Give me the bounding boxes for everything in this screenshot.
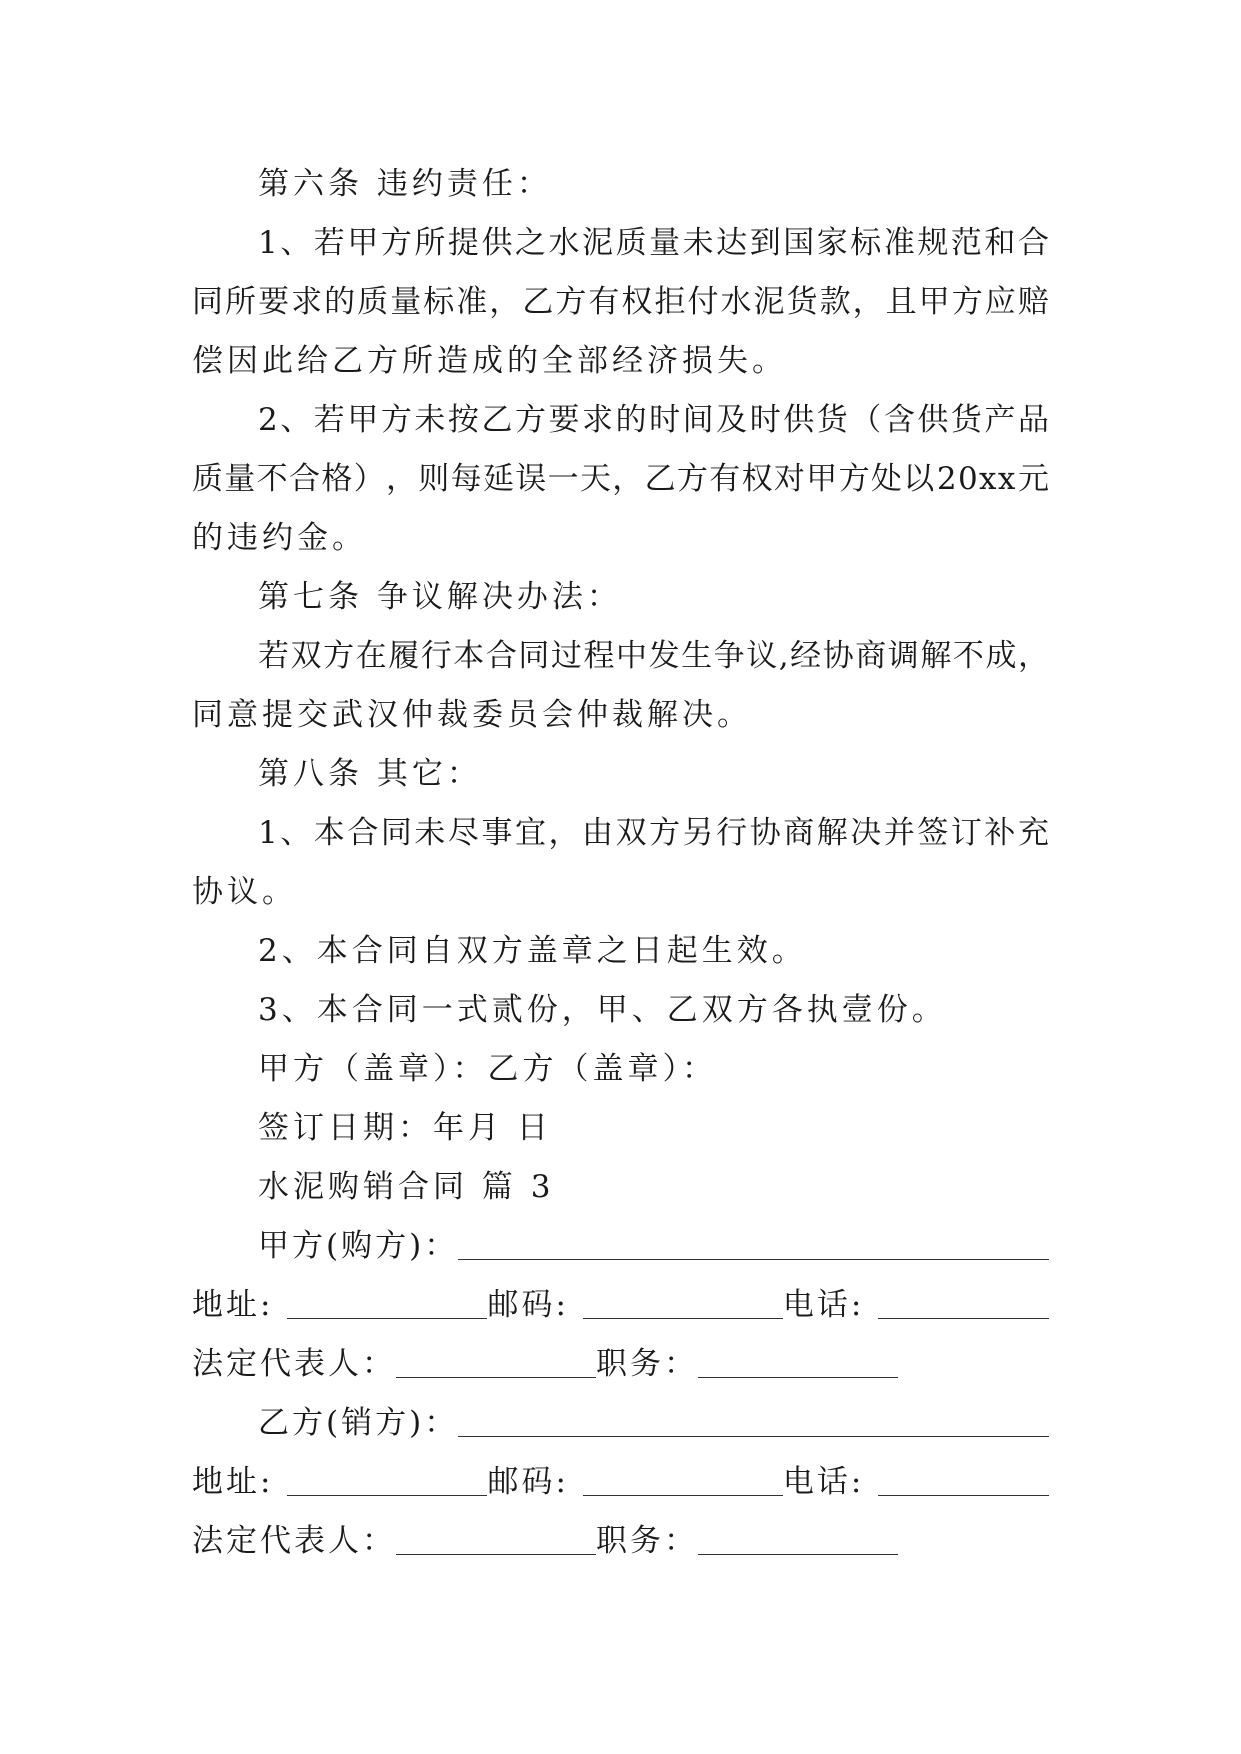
char: x: [997, 461, 1016, 497]
char: 、: [280, 402, 312, 438]
party-b-name-row: [192, 1394, 1049, 1453]
char: 到: [749, 225, 781, 261]
char: 协: [749, 815, 781, 851]
char: 合: [1017, 225, 1049, 261]
char: 、: [280, 815, 312, 851]
char: 规: [917, 225, 949, 261]
char: 、: [280, 225, 312, 261]
char: x: [979, 461, 997, 497]
char: 方: [838, 461, 870, 497]
char: 生: [681, 638, 713, 674]
char: 发: [648, 638, 680, 674]
contract-page: [192, 155, 1049, 1571]
char: 方: [951, 284, 983, 320]
char: 元: [1017, 461, 1049, 497]
char: 在: [355, 638, 387, 674]
char: 未: [682, 225, 714, 261]
char: 泥: [753, 284, 785, 320]
char: 补: [984, 815, 1016, 851]
article8-item1-line1: [192, 804, 1049, 863]
char: 之: [514, 225, 546, 261]
party-a-postcode-field[interactable]: [583, 1288, 783, 1319]
char: 商: [855, 638, 887, 674]
party-a-address-label: 地址:: [192, 1287, 274, 1323]
char: 方: [649, 815, 681, 851]
char: 方: [380, 225, 412, 261]
char: 方: [555, 284, 587, 320]
char: 本: [313, 815, 345, 851]
char: 中: [616, 638, 648, 674]
char: 经: [790, 638, 822, 674]
char: 时: [749, 402, 781, 438]
signature-date-line: 签订日期：年月 日: [258, 1110, 552, 1146]
party-b-rep-label: 法定代表人：: [192, 1523, 396, 1559]
char: ，: [548, 815, 580, 851]
char: 甲: [347, 402, 379, 438]
char: 供: [783, 402, 815, 438]
char: 若: [258, 638, 289, 674]
party-a-position-label: 职务：: [596, 1346, 698, 1382]
char: 间: [682, 402, 714, 438]
char: 并: [883, 815, 915, 851]
char: 同: [192, 284, 223, 320]
char: 所: [414, 225, 446, 261]
char: ）: [353, 461, 385, 497]
char: 2: [258, 402, 278, 438]
char: 商: [783, 815, 815, 851]
char: 有: [709, 461, 741, 497]
article7-body-line2: 同意提交武汉仲裁委员会仲裁解决。: [192, 697, 752, 733]
char: 0: [957, 461, 978, 497]
char: 权: [621, 284, 653, 320]
char: 乙: [481, 402, 513, 438]
char: 履: [388, 638, 420, 674]
char: 行: [420, 638, 452, 674]
char: 宜: [514, 815, 546, 851]
char: 由: [582, 815, 614, 851]
party-a-rep-label: 法定代表人：: [192, 1346, 396, 1382]
char: 行: [716, 815, 748, 851]
char: 的: [324, 284, 356, 320]
char: 标: [850, 225, 882, 261]
party-a-rep-field[interactable]: [396, 1347, 596, 1378]
party-a-name-row: [192, 1217, 1049, 1276]
article8-title: 第八条 其它：: [258, 756, 482, 792]
char: 充: [1017, 815, 1049, 851]
party-b-address-field[interactable]: [287, 1465, 487, 1496]
char: 的: [615, 402, 647, 438]
char: 延: [482, 461, 514, 497]
char: 量: [390, 284, 422, 320]
char: 过: [550, 638, 582, 674]
char: 1: [258, 225, 278, 261]
party-b-name-label: 乙方(销方)：: [258, 1405, 459, 1441]
char: 未: [414, 815, 446, 851]
char: 权: [741, 461, 773, 497]
char: 付: [687, 284, 719, 320]
char: 国: [783, 225, 815, 261]
char: 时: [649, 402, 681, 438]
char: 要: [258, 284, 290, 320]
char: ，: [852, 284, 884, 320]
char: 提: [447, 225, 479, 261]
party-b-phone-field[interactable]: [878, 1465, 1049, 1496]
char: 另: [682, 815, 714, 851]
char: 水: [548, 225, 580, 261]
char: 尽: [447, 815, 479, 851]
char: 产: [984, 402, 1016, 438]
char: 每: [450, 461, 482, 497]
char: 准: [456, 284, 488, 320]
party-a-phone-label: 电话:: [782, 1287, 865, 1323]
party-b-position-label: 职务：: [596, 1523, 698, 1559]
char: 含: [883, 402, 915, 438]
char: 范: [950, 225, 982, 261]
char: 求: [582, 402, 614, 438]
party-a-address-field[interactable]: [287, 1288, 487, 1319]
char: 量: [649, 225, 681, 261]
char: 双: [615, 815, 647, 851]
party-b-address-label: 地址:: [192, 1464, 274, 1500]
char: 甲: [918, 284, 950, 320]
char: 以: [903, 461, 935, 497]
article8-item1-line2: 协议。: [192, 874, 297, 910]
char: 方: [676, 461, 708, 497]
contract3-title: 水泥购销合同 篇 3: [258, 1169, 555, 1205]
party-a-name-field[interactable]: [458, 1229, 1049, 1260]
char: 订: [950, 815, 982, 851]
char: 同: [380, 815, 412, 851]
char: 方: [323, 638, 355, 674]
article6-item2-line3: 的违约金。: [192, 520, 367, 556]
char: 求: [291, 284, 323, 320]
char: ，: [1017, 638, 1049, 674]
char: 及: [716, 402, 748, 438]
char: 双: [290, 638, 322, 674]
char: 甲: [347, 225, 379, 261]
char: 品: [1017, 402, 1049, 438]
article6-item1-line3: 偿因此给乙方所造成的全部经济损失。: [192, 343, 787, 379]
char: 不: [256, 461, 288, 497]
char: 误: [515, 461, 547, 497]
party-a-position-field[interactable]: [698, 1347, 898, 1378]
char: 决: [850, 815, 882, 851]
party-a-phone-field[interactable]: [878, 1288, 1049, 1319]
article7-body-line1: [192, 627, 1049, 686]
article6-item2-line2: [192, 450, 1049, 509]
char: 准: [883, 225, 915, 261]
char: 1: [258, 815, 278, 851]
party-b-postcode-field[interactable]: [583, 1465, 783, 1496]
char: 若: [313, 225, 345, 261]
char: 有: [588, 284, 620, 320]
char: 和: [984, 225, 1016, 261]
party-b-rep-row: [192, 1512, 1049, 1571]
article6-item2-line1: [192, 391, 1049, 450]
char: 家: [816, 225, 848, 261]
char: 方: [514, 402, 546, 438]
char: ,: [778, 638, 789, 674]
char: 泥: [582, 225, 614, 261]
article6-item1-line2: [192, 273, 1049, 332]
char: ，: [385, 461, 417, 497]
char: （: [850, 402, 882, 438]
party-b-position-field[interactable]: [698, 1524, 898, 1555]
char: 调: [887, 638, 919, 674]
party-a-name-label: 甲方(购方)：: [258, 1228, 459, 1264]
char: 货: [786, 284, 818, 320]
char: ，: [612, 461, 644, 497]
party-a-contact-row: [192, 1276, 1049, 1335]
char: 对: [773, 461, 805, 497]
article7-title: 第七条 争议解决办法：: [258, 579, 622, 615]
char: 质: [615, 225, 647, 261]
party-a-postcode-label: 邮码:: [487, 1287, 569, 1323]
char: 处: [870, 461, 902, 497]
party-b-name-field[interactable]: [458, 1406, 1049, 1437]
party-b-rep-field[interactable]: [396, 1524, 596, 1555]
char: 水: [720, 284, 752, 320]
char: 合: [347, 815, 379, 851]
char: 解: [816, 815, 848, 851]
char: 签: [917, 815, 949, 851]
char: 拒: [654, 284, 686, 320]
char: 乙: [644, 461, 676, 497]
char: 甲: [806, 461, 838, 497]
char: 且: [885, 284, 917, 320]
char: 乙: [522, 284, 554, 320]
char: 合: [485, 638, 517, 674]
char: 成: [985, 638, 1017, 674]
party-b-postcode-label: 邮码:: [487, 1464, 569, 1500]
char: 解: [920, 638, 952, 674]
char: 应: [984, 284, 1016, 320]
char: 争: [713, 638, 745, 674]
char: 2: [936, 461, 957, 497]
article6-title: 第六条 违约责任：: [258, 166, 552, 202]
party-a-rep-row: [192, 1335, 1049, 1394]
char: 质: [192, 461, 223, 497]
char: 未: [414, 402, 446, 438]
party-b-contact-row: [192, 1453, 1049, 1512]
char: 按: [447, 402, 479, 438]
article8-item3: 3、本合同一式贰份，甲、乙双方各执壹份。: [258, 992, 947, 1028]
char: 合: [288, 461, 320, 497]
char: 供: [481, 225, 513, 261]
char: 若: [313, 402, 345, 438]
char: 天: [579, 461, 611, 497]
char: 议: [746, 638, 778, 674]
char: 货: [950, 402, 982, 438]
char: 达: [716, 225, 748, 261]
article6-item1-line1: [192, 214, 1049, 273]
char: 标: [423, 284, 455, 320]
char: 协: [822, 638, 854, 674]
char: 不: [952, 638, 984, 674]
signature-seal-line: 甲方（盖章）：乙方（盖章）：: [258, 1051, 717, 1087]
char: 程: [583, 638, 615, 674]
char: 所: [225, 284, 257, 320]
party-b-phone-label: 电话:: [782, 1464, 865, 1500]
char: 量: [224, 461, 256, 497]
char: 赔: [1017, 284, 1049, 320]
char: 同: [518, 638, 550, 674]
char: 格: [321, 461, 353, 497]
char: 要: [548, 402, 580, 438]
char: 事: [481, 815, 513, 851]
char: 则: [418, 461, 450, 497]
char: 货: [816, 402, 848, 438]
char: ，: [489, 284, 521, 320]
char: 供: [917, 402, 949, 438]
char: 一: [547, 461, 579, 497]
char: 本: [453, 638, 485, 674]
char: 款: [819, 284, 851, 320]
char: 方: [380, 402, 412, 438]
article8-item2: 2、本合同自双方盖章之日起生效。: [258, 933, 807, 969]
char: 质: [357, 284, 389, 320]
